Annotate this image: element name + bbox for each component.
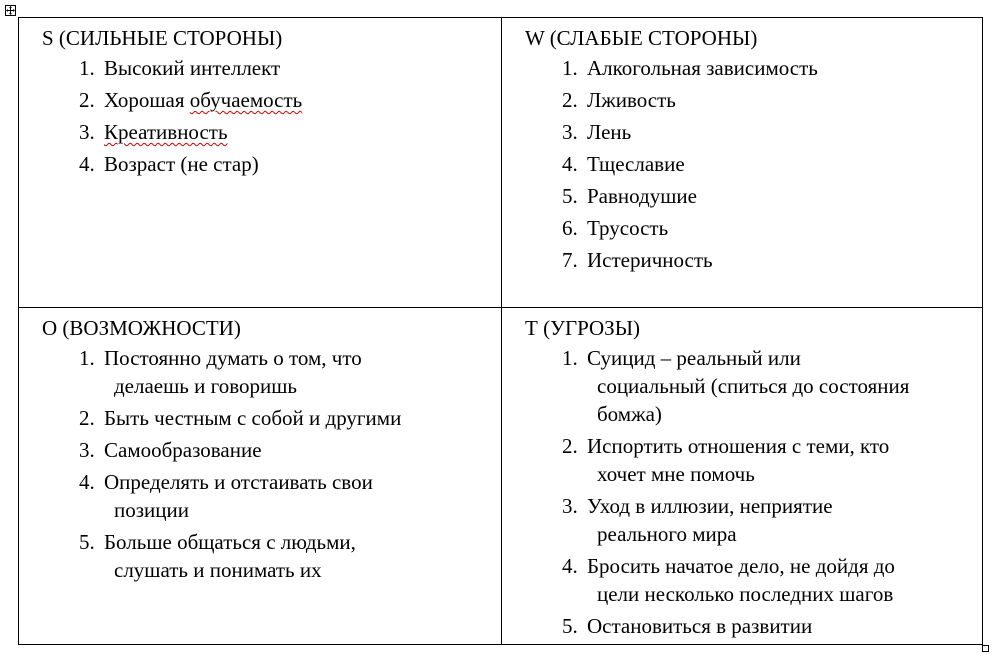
list-item (525, 118, 982, 146)
list-number: 4. (562, 152, 578, 176)
list-text: Лень (587, 120, 632, 144)
list-text-continuation: социальный (спиться до состояния (597, 374, 910, 398)
list-item (42, 404, 501, 432)
list-number: 5. (562, 184, 578, 208)
list-text: Уход в иллюзии, неприятие (587, 494, 833, 518)
list-item (42, 468, 501, 524)
opportunities-list (42, 344, 501, 584)
list-number: 3. (562, 120, 578, 144)
list-text-continuation: слушать и понимать их (114, 558, 322, 582)
list-text: Высокий интеллект (104, 56, 281, 80)
list-text: Постоянно думать о том, что (104, 346, 362, 370)
opportunities-cell[interactable] (19, 308, 502, 645)
list-item (525, 432, 982, 488)
list-text: Алкогольная зависимость (587, 56, 818, 80)
list-number: 1. (79, 346, 95, 370)
list-text-continuation: хочет мне помочь (597, 462, 755, 486)
list-item (42, 344, 501, 400)
list-text: Определять и отстаивать свои (104, 470, 373, 494)
list-text: Быть честным с собой и другими (104, 406, 402, 430)
list-text-continuation: цели несколько последних шагов (597, 582, 894, 606)
list-number: 6. (562, 216, 578, 240)
list-item (42, 118, 501, 146)
list-text: Равнодушие (587, 184, 697, 208)
list-text: Бросить начатое дело, не дойдя до (587, 554, 895, 578)
list-item (42, 436, 501, 464)
weaknesses-cell[interactable] (502, 18, 983, 308)
list-text-continuation: делаешь и говоришь (114, 374, 297, 398)
list-number: 1. (562, 56, 578, 80)
list-text: Больше общаться с людьми, (104, 530, 356, 554)
list-number: 2. (562, 88, 578, 112)
list-item (525, 86, 982, 114)
list-text (104, 118, 501, 146)
list-text: Возраст (не стар) (104, 152, 259, 176)
list-text: Остановиться в развитии (587, 614, 813, 638)
list-text-continuation: реального мира (597, 522, 737, 546)
spellcheck-word[interactable]: Креативность (104, 120, 228, 144)
list-number: 4. (79, 470, 95, 494)
list-number: 3. (79, 120, 95, 144)
list-number: 2. (79, 406, 95, 430)
list-number: 7. (562, 248, 578, 272)
list-text: Тщеславие (587, 152, 685, 176)
list-text-continuation: бомжа) (597, 402, 662, 426)
list-item (42, 86, 501, 114)
list-number: 4. (562, 554, 578, 578)
strengths-heading: S (СИЛЬНЫЕ СТОРОНЫ) (42, 26, 283, 50)
list-text: Лживость (587, 88, 676, 112)
spellcheck-word[interactable]: обучаемость (189, 88, 303, 112)
list-item (525, 54, 982, 82)
threats-heading: Т (УГРОЗЫ) (525, 316, 641, 340)
list-number: 2. (79, 88, 95, 112)
list-item (525, 214, 982, 242)
list-item (42, 528, 501, 584)
list-item (525, 552, 982, 608)
list-text: Самообразование (104, 438, 262, 462)
list-item (525, 492, 982, 548)
weaknesses-heading: W (СЛАБЫЕ СТОРОНЫ) (525, 26, 758, 50)
table-move-handle[interactable] (5, 5, 16, 16)
list-item (525, 246, 982, 274)
strengths-list (42, 54, 501, 178)
list-item (525, 150, 982, 178)
list-text-continuation: позиции (114, 498, 189, 522)
list-text: Суицид – реальный или (587, 346, 801, 370)
list-number: 4. (79, 152, 95, 176)
weaknesses-list (525, 54, 982, 274)
list-text: Испортить отношения с теми, кто (587, 434, 890, 458)
list-item (42, 54, 501, 82)
list-text: Трусость (587, 216, 669, 240)
strengths-cell[interactable] (19, 18, 502, 308)
list-number: 2. (562, 434, 578, 458)
move-arrows-icon (6, 6, 15, 15)
list-text (104, 86, 501, 114)
threats-cell[interactable] (502, 308, 983, 645)
list-number: 3. (562, 494, 578, 518)
list-text: Истеричность (587, 248, 713, 272)
list-item (525, 344, 982, 428)
list-item (525, 612, 982, 640)
list-number: 5. (79, 530, 95, 554)
table-resize-handle[interactable] (982, 645, 989, 652)
list-item (42, 150, 501, 178)
list-number: 1. (79, 56, 95, 80)
threats-list (525, 344, 982, 640)
list-number: 3. (79, 438, 95, 462)
list-text-part: Хорошая (104, 88, 190, 112)
list-item (525, 182, 982, 210)
swot-table (18, 17, 983, 645)
list-number: 1. (562, 346, 578, 370)
list-number: 5. (562, 614, 578, 638)
opportunities-heading: О (ВОЗМОЖНОСТИ) (42, 316, 241, 340)
